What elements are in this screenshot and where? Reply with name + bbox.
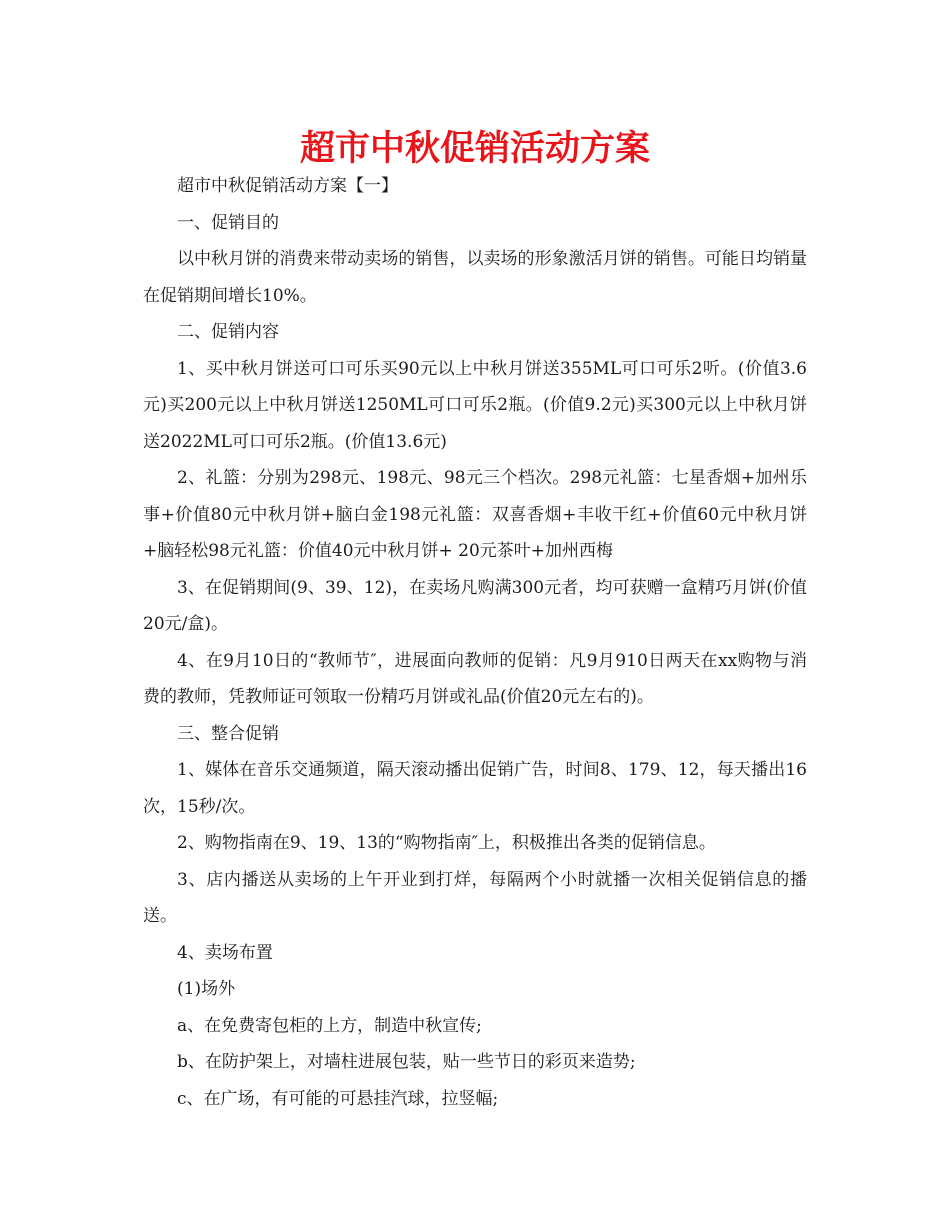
paragraph-outside-b: b、在防护架上，对墙柱进展包装，贴一些节日的彩页来造势;: [177, 1052, 636, 1072]
paragraph-content-4: 4、在9月10日的“教师节″，进展面向教师的促销：凡9月910日两天在xx购物与消费的教师，凭教师证可领取一份精巧月饼或礼品(价值20元左右的)。: [143, 650, 807, 707]
paragraph-heading-integration: 三、整合促销: [177, 723, 279, 744]
paragraph-heading-content: 二、促销内容: [177, 322, 279, 342]
paragraph-integration-1: 1、媒体在音乐交通频道，隔天滚动播出促销广告，时间8、179、12，每天播出16次，15秒/次。: [143, 760, 807, 817]
document-title: 超市中秋促销活动方案: [299, 129, 650, 169]
paragraph-integration-4: 4、卖场布置: [177, 942, 273, 963]
paragraph-outside-heading: (1)场外: [177, 979, 236, 999]
paragraph-content-2: 2、礼篮：分别为298元、198元、98元三个档次。298元礼篮：七星香烟+加州乐事+价值80元中秋月饼+脑白金198元礼篮：双喜香烟+丰收干红+价值60元中秋月饼+脑轻松98元礼篮：价值40元中秋月饼+ 20元茶叶+加州西梅: [143, 468, 807, 561]
paragraph-heading-objective: 一、促销目的: [177, 212, 279, 233]
paragraph-content-1: 1、买中秋月饼送可口可乐买90元以上中秋月饼送355ML可口可乐2听。(价值3.6元)买200元以上中秋月饼送1250ML可口可乐2瓶。(价值9.2元)买300元以上中秋月饼送2022ML可口可乐2瓶。(价值13.6元): [143, 358, 807, 452]
paragraph-integration-2: 2、购物指南在9、19、13的“购物指南″上，积极推出各类的促销信息。: [177, 833, 716, 853]
paragraph-content-3: 3、在促销期间(9、39、12)，在卖场凡购满300元者，均可获赠一盒精巧月饼(价值20元/盒)。: [143, 577, 807, 634]
paragraph-objective: 以中秋月饼的消费来带动卖场的销售，以卖场的形象激活月饼的销售。可能日均销量在促销期间增长10%。: [143, 249, 807, 306]
paragraph-section-heading: 超市中秋促销活动方案【一】: [177, 176, 398, 196]
paragraph-outside-c: c、在广场，有可能的可悬挂汽球，拉竖幅;: [177, 1088, 499, 1109]
document-body: [143, 168, 807, 1117]
paragraph-outside-a: a、在免费寄包柜的上方，制造中秋宣传;: [177, 1015, 482, 1036]
paragraph-integration-3: 3、店内播送从卖场的上午开业到打烊，每隔两个小时就播一次相关促销信息的播送。: [143, 869, 807, 926]
